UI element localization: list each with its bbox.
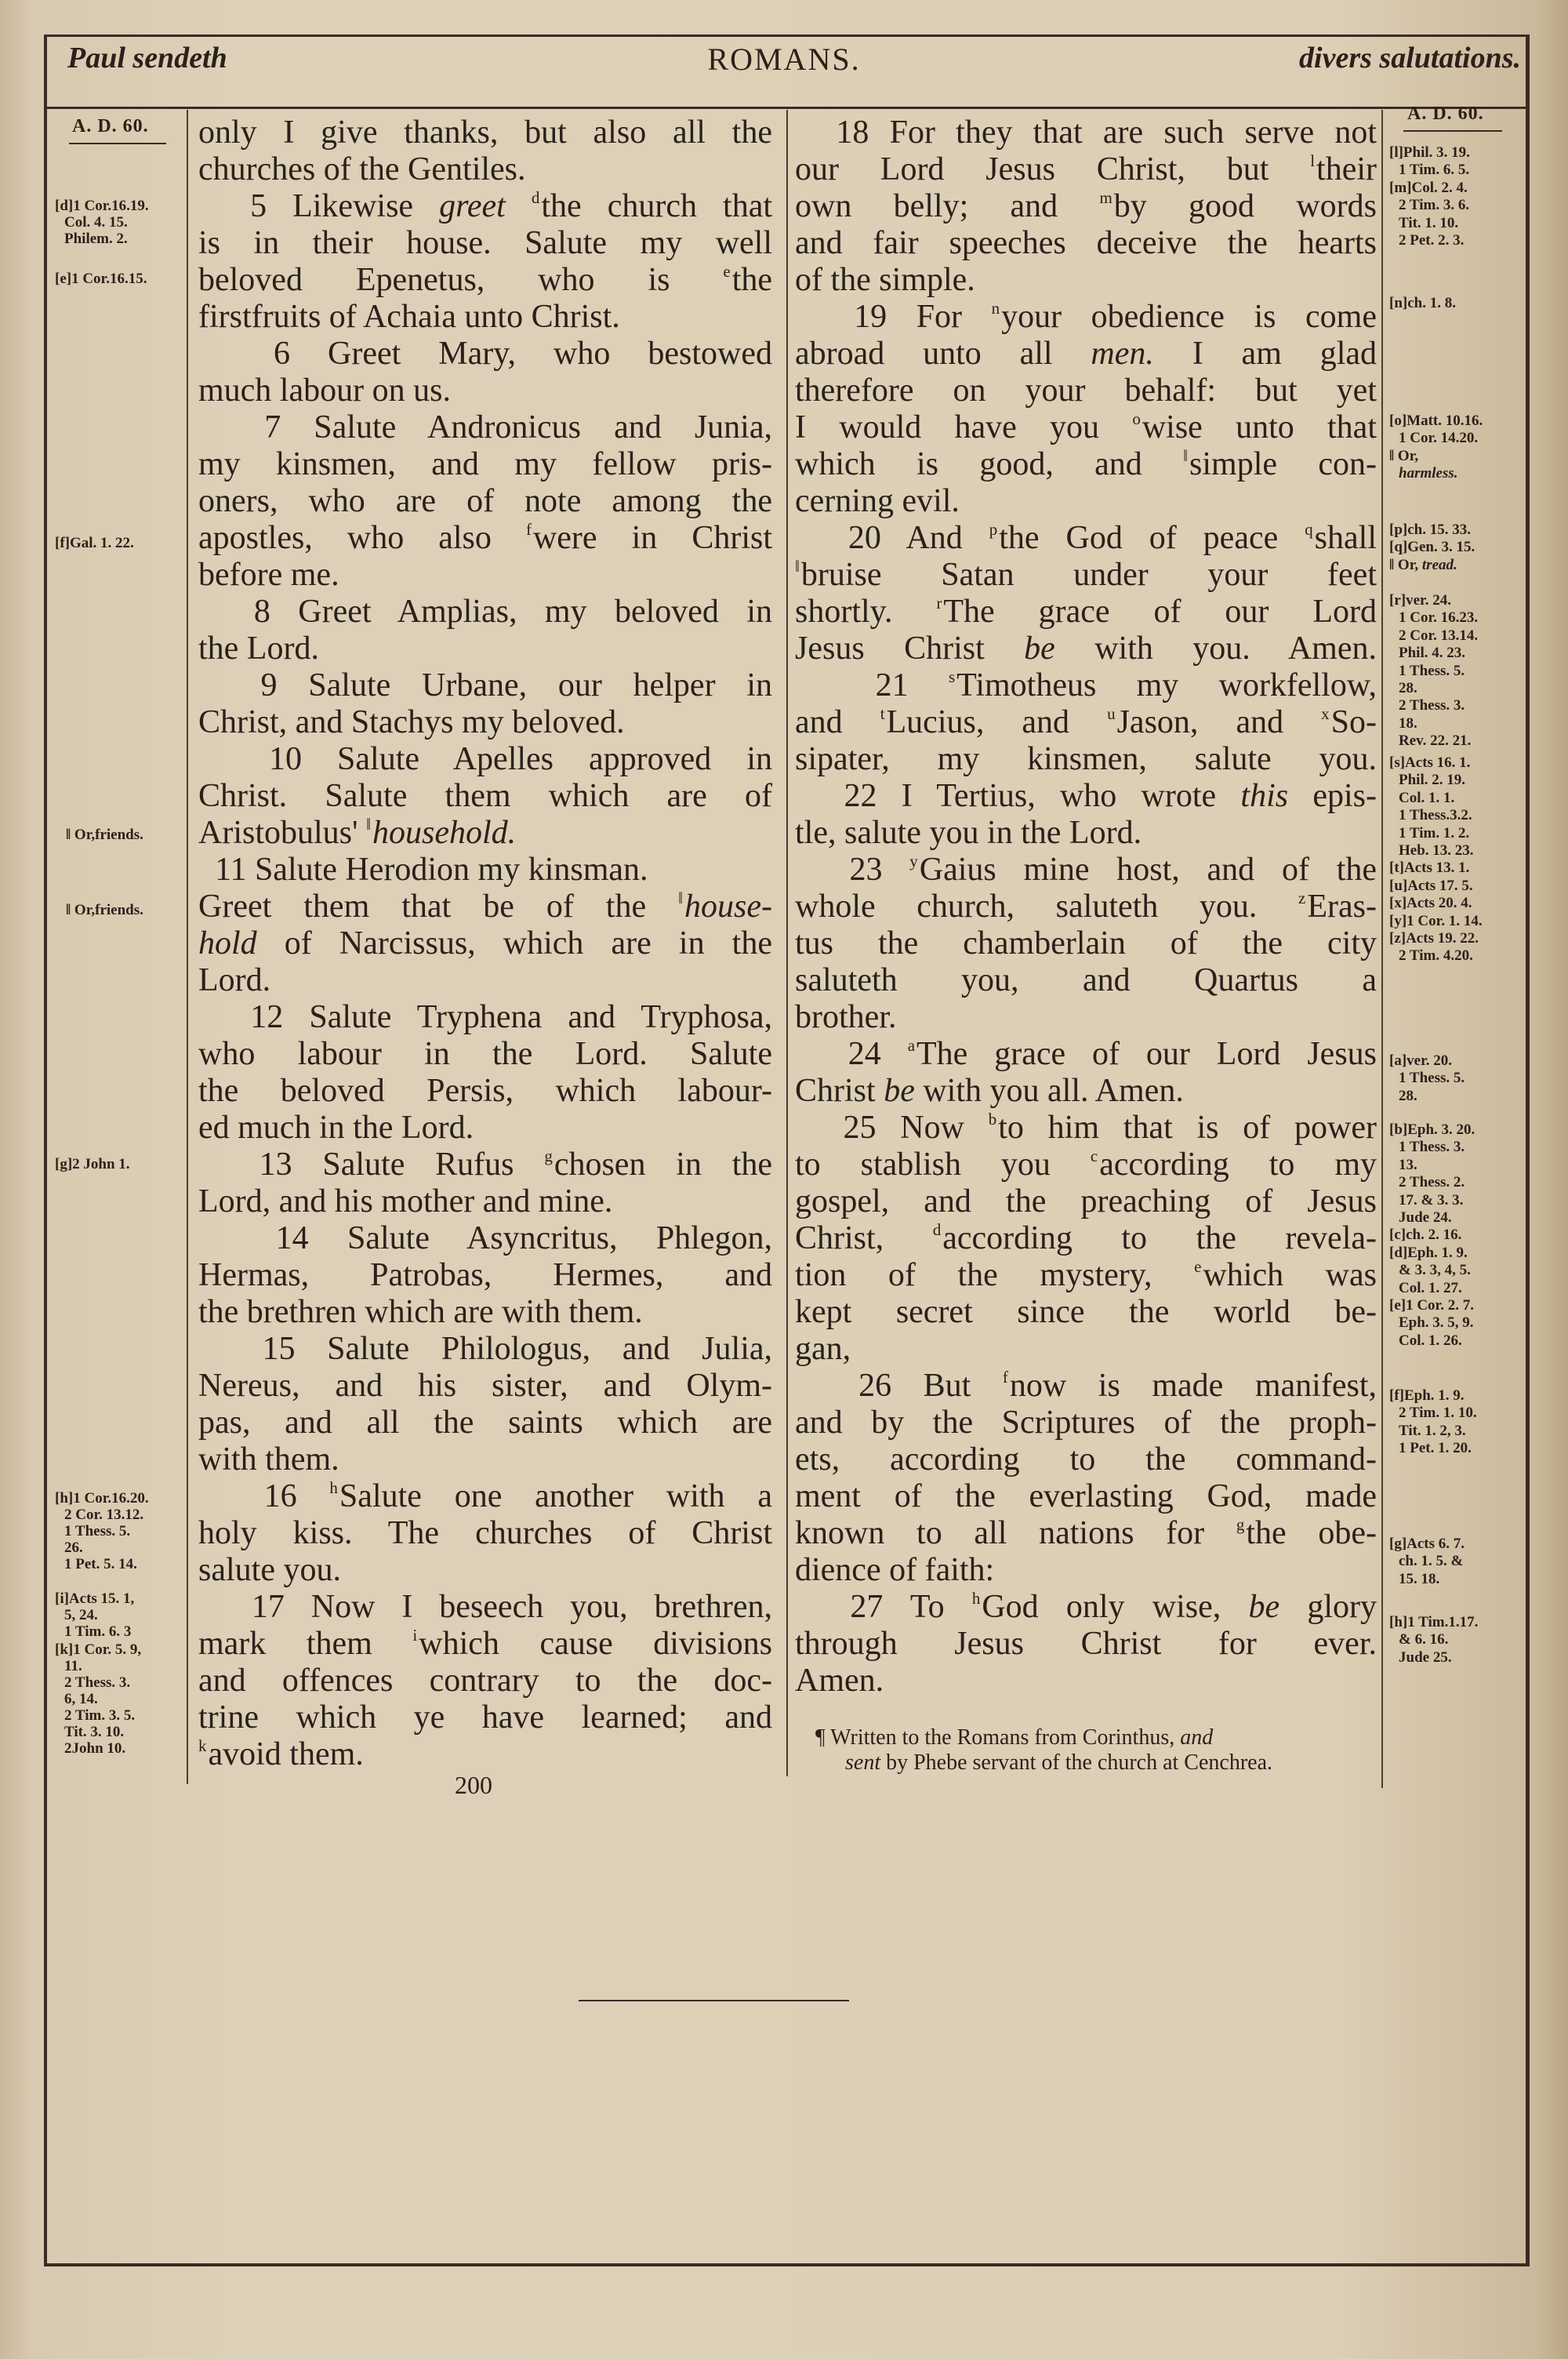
page-frame-top	[44, 35, 1530, 37]
reference-line: 1 Tim. 6. 5.	[1399, 162, 1470, 179]
margin-reference	[1389, 1614, 1478, 1667]
reference-line: [f]Eph. 1. 9.	[1389, 1387, 1465, 1404]
margin-note-alternative	[66, 827, 143, 843]
text-line: Christ be with you all. Amen.	[795, 1073, 1184, 1109]
text-line: beloved Epenetus, who is $^e$the	[198, 262, 772, 298]
text-line: oners, who are of note among the	[198, 483, 772, 519]
reference-line: [o]Matt. 10.16.	[1389, 413, 1483, 429]
text-line: 10 Salute Apelles approved in	[198, 741, 772, 777]
reference-line: 2 Tim. 3. 5.	[64, 1707, 136, 1724]
text-line: 21 $^s$Timotheus my workfellow,	[795, 667, 1377, 703]
text-line: and fair speeches deceive the hearts	[795, 225, 1377, 261]
text-line: saluteth you, and Quartus a	[795, 962, 1377, 998]
page-frame-right	[1526, 35, 1530, 2266]
page-frame-left	[44, 35, 47, 2266]
text-line: only I give thanks, but also all the	[198, 114, 772, 151]
era-rule-right	[1403, 130, 1502, 132]
text-line: the brethren which are with them.	[198, 1294, 643, 1330]
text-line: Jesus Christ be with you. Amen.	[795, 631, 1377, 667]
reference-line: [e]1 Cor. 2. 7.	[1389, 1297, 1474, 1314]
text-line: tus the chamberlain of the city	[795, 925, 1377, 961]
running-head-right: divers salutations.	[1299, 42, 1521, 75]
text-line: 5 Likewise greet $^d$the church that	[198, 188, 773, 224]
reference-line: 1 Tim. 6. 3	[64, 1623, 132, 1640]
subscription-line: ¶ Written to the Romans from Corinthus, and	[815, 1725, 1214, 1750]
reference-line: 2 Tim. 1. 10.	[1399, 1405, 1477, 1422]
text-line: apostles, who also $^f$were in Christ	[198, 520, 773, 556]
reference-line: [b]Eph. 3. 20.	[1389, 1121, 1475, 1138]
reference-line: [y]1 Cor. 1. 14.	[1389, 912, 1483, 929]
reference-line: [c]ch. 2. 16.	[1389, 1227, 1462, 1244]
text-line: 27 To $^h$God only wise, be glory	[795, 1589, 1377, 1625]
reference-line: 2 Thess. 3.	[64, 1674, 131, 1691]
reference-line: 2 Cor. 13.14.	[1399, 627, 1479, 644]
text-line: own belly; and $^m$by good words	[795, 188, 1377, 224]
text-line: the beloved Persis, which labour-	[198, 1073, 772, 1109]
reference-line: Tit. 1. 2, 3.	[1399, 1422, 1466, 1439]
text-line: 25 Now $^b$to him that is of power	[795, 1110, 1377, 1146]
margin-note-alternative	[66, 902, 143, 918]
text-line: 14 Salute Asyncritus, Phlegon,	[198, 1220, 772, 1256]
reference-line: Col. 4. 15.	[64, 214, 128, 231]
reference-line: 2John 10.	[64, 1740, 126, 1757]
text-line: firstfruits of Achaia unto Christ.	[198, 299, 620, 335]
text-line: with them.	[198, 1441, 339, 1478]
reference-line: 1 Pet. 5. 14.	[64, 1556, 137, 1572]
text-line: pas, and all the saints which are	[198, 1405, 772, 1441]
margin-reference	[1389, 295, 1456, 312]
text-line: gospel, and the preaching of Jesus	[795, 1183, 1377, 1219]
reference-line: 2 Thess. 2.	[1399, 1174, 1465, 1191]
reference-line: Phil. 2. 19.	[1399, 772, 1465, 789]
text-line: abroad unto all men. I am glad	[795, 336, 1377, 372]
text-line: 12 Salute Tryphena and Tryphosa,	[198, 999, 772, 1035]
text-line: Nereus, and his sister, and Olym-	[198, 1368, 772, 1404]
reference-line: [x]Acts 20. 4.	[1389, 895, 1472, 912]
reference-line: 1 Thess.3.2.	[1399, 807, 1472, 824]
reference-line: [d]1 Cor.16.19.	[55, 198, 149, 214]
reference-line: 18.	[1399, 714, 1417, 732]
header-rule	[47, 107, 1526, 109]
reference-line: Phil. 4. 23.	[1399, 645, 1465, 662]
text-line: Hermas, Patrobas, Hermes, and	[198, 1257, 772, 1293]
text-line: kept secret since the world be-	[795, 1294, 1377, 1330]
text-line: whole church, saluteth you. $^z$Eras-	[795, 889, 1377, 925]
reference-line: Col. 1. 26.	[1399, 1332, 1462, 1349]
reference-line: [d]Eph. 1. 9.	[1389, 1244, 1468, 1261]
text-line: hold of Narcissus, which are in the	[198, 925, 772, 961]
reference-line: Heb. 13. 23.	[1399, 842, 1474, 860]
text-line: 26 But $^f$now is made manifest,	[795, 1368, 1377, 1404]
reference-line: [q]Gen. 3. 15.	[1389, 539, 1475, 556]
text-line: 19 For $^n$your obedience is come	[795, 299, 1377, 335]
epistle-subscription	[815, 1725, 1372, 1776]
text-line: and offences contrary to the doc-	[198, 1663, 772, 1699]
text-line: salute you.	[198, 1552, 341, 1588]
text-line: who labour in the Lord. Salute	[198, 1036, 772, 1072]
reference-line: Philem. 2.	[64, 231, 128, 247]
margin-reference	[1389, 754, 1483, 965]
reference-line: Tit. 1. 10.	[1399, 214, 1459, 231]
page-number: 200	[455, 1771, 492, 1799]
text-line: 8 Greet Amplias, my beloved in	[198, 594, 772, 630]
text-line: churches of the Gentiles.	[198, 151, 526, 187]
reference-line: Rev. 22. 21.	[1399, 732, 1472, 750]
text-line: shortly. $^r$The grace of our Lord	[795, 594, 1377, 630]
text-line: Aristobulus' ‖household.	[198, 815, 517, 851]
reference-line: 11.	[64, 1658, 82, 1674]
reference-line: 2 Pet. 2. 3.	[1399, 232, 1465, 249]
era-label-right: A. D. 60.	[1407, 104, 1484, 124]
text-line: $^k$avoid them.	[198, 1736, 364, 1772]
margin-reference	[55, 271, 147, 287]
reference-line: [r]ver. 24.	[1389, 592, 1451, 609]
text-line: to stablish you $^c$according to my	[795, 1147, 1377, 1183]
reference-line: [h]1 Tim.1.17.	[1389, 1614, 1479, 1630]
text-line: ‖bruise Satan under your feet	[795, 557, 1377, 593]
page-frame-bottom	[44, 2263, 1530, 2266]
margin-reference	[1389, 1387, 1477, 1458]
text-line: 9 Salute Urbane, our helper in	[198, 667, 772, 703]
running-head-left: Paul sendeth	[67, 42, 227, 75]
text-line: Amen.	[795, 1663, 884, 1699]
text-line: ets, according to the command-	[795, 1441, 1377, 1478]
reference-line: ‖ Or,friends.	[66, 827, 143, 843]
text-line: 23 $^y$Gaius mine host, and of the	[795, 852, 1377, 888]
margin-reference	[1389, 522, 1475, 574]
reference-line: Jude 24.	[1399, 1209, 1452, 1227]
margin-reference	[1389, 144, 1470, 249]
reference-line: 1 Thess. 3.	[1399, 1139, 1465, 1156]
subscription-line: sent by Phebe servant of the church at Cenchrea.	[845, 1750, 1273, 1775]
text-line: 24 $^a$The grace of our Lord Jesus	[795, 1036, 1377, 1072]
reference-line: 1 Cor. 16.23.	[1399, 609, 1479, 627]
reference-line: [i]Acts 15. 1,	[55, 1590, 135, 1607]
margin-reference	[55, 1590, 134, 1640]
text-line: Christ, $^d$according to the revela-	[795, 1220, 1377, 1256]
reference-line: ‖ Or,friends.	[66, 902, 143, 918]
text-line: through Jesus Christ for ever.	[795, 1626, 1377, 1662]
margin-reference	[55, 1156, 130, 1172]
text-line: 13 Salute Rufus $^g$chosen in the	[198, 1147, 773, 1183]
text-line: holy kiss. The churches of Christ	[198, 1515, 772, 1551]
reference-line: [f]Gal. 1. 22.	[55, 535, 134, 551]
text-line: of the simple.	[795, 262, 975, 298]
text-line: 22 I Tertius, who wrote this epis-	[795, 778, 1377, 814]
column-rule-right	[1381, 110, 1383, 1788]
text-line: and $^t$Lucius, and $^u$Jason, and $^x$So-	[795, 704, 1377, 740]
reference-line: 2 Tim. 4.20.	[1399, 947, 1473, 965]
text-line: ed much in the Lord.	[198, 1110, 474, 1146]
margin-reference	[55, 1490, 149, 1572]
margin-reference	[1389, 413, 1483, 483]
text-line: ment of the everlasting God, made	[795, 1478, 1377, 1514]
text-line: 15 Salute Philologus, and Julia,	[198, 1331, 772, 1367]
reference-line: 17. & 3. 3.	[1399, 1191, 1464, 1209]
reference-line: [g]Acts 6. 7.	[1389, 1536, 1465, 1552]
text-line: Christ. Salute them which are of	[198, 778, 772, 814]
reference-line: [m]Col. 2. 4.	[1389, 179, 1468, 196]
reference-line: 26.	[64, 1539, 83, 1556]
text-line: known to all nations for $^g$the obe-	[795, 1515, 1377, 1551]
reference-line: [l]Phil. 3. 19.	[1389, 144, 1470, 161]
text-line: 17 Now I beseech you, brethren,	[198, 1589, 772, 1625]
column-rule-middle	[786, 110, 788, 1776]
reference-line: ‖ Or, tread.	[1389, 556, 1457, 573]
reference-line: 2 Cor. 13.12.	[64, 1507, 144, 1523]
reference-line: [a]ver. 20.	[1389, 1052, 1453, 1069]
text-line: and by the Scriptures of the proph-	[795, 1405, 1377, 1441]
text-line: the Lord.	[198, 631, 319, 667]
reference-line: [e]1 Cor.16.15.	[55, 271, 147, 287]
reference-line: [k]1 Cor. 5. 9,	[55, 1641, 142, 1658]
text-line: trine which ye have learned; and	[198, 1699, 772, 1736]
text-line: much labour on us.	[198, 373, 451, 409]
text-line: gan,	[795, 1331, 851, 1367]
text-line: tle, salute you in the Lord.	[795, 815, 1142, 851]
reference-line: Eph. 3. 5, 9.	[1399, 1314, 1474, 1332]
era-label-left: A. D. 60.	[72, 116, 149, 136]
reference-line: 5, 24.	[64, 1607, 98, 1623]
book-title: ROMANS.	[707, 42, 861, 77]
reference-line: & 6. 16.	[1399, 1631, 1449, 1648]
reference-line: ‖ Or,	[1389, 447, 1419, 464]
text-line: mark them $^i$which cause divisions	[198, 1626, 773, 1662]
text-line: Greet them that be of the ‖house-	[198, 889, 772, 925]
text-line: therefore on your behalf: but yet	[795, 373, 1377, 409]
text-line: cerning evil.	[795, 483, 960, 519]
reference-line: & 3. 3, 4, 5.	[1399, 1262, 1471, 1279]
bottom-rule	[579, 2000, 849, 2001]
margin-reference	[1389, 592, 1478, 751]
text-line: 20 And $^p$the God of peace $^q$shall	[795, 520, 1377, 556]
text-line: which is good, and ‖simple con-	[795, 446, 1377, 482]
text-line: is in their house. Salute my well	[198, 225, 772, 261]
reference-line: 15. 18.	[1399, 1570, 1440, 1587]
text-column-left	[198, 114, 772, 1773]
reference-line: 1 Thess. 5.	[64, 1523, 131, 1539]
text-line: our Lord Jesus Christ, but $^l$their	[795, 151, 1377, 187]
reference-line: [u]Acts 17. 5.	[1389, 877, 1473, 894]
reference-line: 1 Cor. 14.20.	[1399, 430, 1479, 447]
reference-line: [n]ch. 1. 8.	[1389, 295, 1456, 311]
text-line: Lord, and his mother and mine.	[198, 1183, 613, 1219]
margin-reference	[1389, 1121, 1475, 1350]
text-line: brother.	[795, 999, 897, 1035]
text-line: 7 Salute Andronicus and Junia,	[198, 409, 772, 445]
text-line: 11 Salute Herodion my kinsman.	[198, 852, 648, 888]
text-line: 16 $^h$Salute one another with a	[198, 1478, 773, 1514]
margin-reference	[55, 1641, 141, 1757]
margin-reference	[1389, 1536, 1465, 1588]
reference-line: 1 Thess. 5.	[1399, 1070, 1465, 1087]
reference-line: [s]Acts 16. 1.	[1389, 754, 1471, 771]
reference-line: 13.	[1399, 1156, 1417, 1173]
reference-line: Col. 1. 27.	[1399, 1279, 1462, 1296]
text-line: 18 For they that are such serve not	[795, 114, 1377, 151]
reference-line: 6, 14.	[64, 1691, 98, 1707]
reference-line: 1 Thess. 5.	[1399, 662, 1465, 679]
text-line: Christ, and Stachys my beloved.	[198, 704, 625, 740]
reference-line: 28.	[1399, 680, 1417, 697]
text-line: before me.	[198, 557, 339, 593]
margin-reference	[1389, 1052, 1465, 1105]
margin-reference	[55, 535, 134, 551]
text-line: dience of faith:	[795, 1552, 995, 1588]
text-line: Lord.	[198, 962, 271, 998]
reference-line: Tit. 3. 10.	[64, 1724, 125, 1740]
reference-line: harmless.	[1399, 465, 1458, 482]
column-rule-left	[187, 110, 188, 1784]
reference-line: [h]1 Cor.16.20.	[55, 1490, 149, 1507]
text-line: I would have you $^o$wise unto that	[795, 409, 1377, 445]
reference-line: [p]ch. 15. 33.	[1389, 522, 1471, 538]
text-line: sipater, my kinsmen, salute you.	[795, 741, 1377, 777]
reference-line: 2 Thess. 3.	[1399, 697, 1465, 714]
reference-line: 2 Tim. 3. 6.	[1399, 197, 1470, 214]
reference-line: Jude 25.	[1399, 1648, 1452, 1666]
reference-line: ch. 1. 5. &	[1399, 1553, 1464, 1570]
reference-line: Col. 1. 1.	[1399, 789, 1455, 806]
reference-line: 28.	[1399, 1087, 1417, 1104]
era-rule-left	[69, 143, 166, 144]
reference-line: [g]2 John 1.	[55, 1156, 130, 1172]
text-line: tion of the mystery, $^e$which was	[795, 1257, 1377, 1293]
margin-reference	[55, 198, 149, 247]
reference-line: 1 Pet. 1. 20.	[1399, 1440, 1472, 1457]
reference-line: 1 Tim. 1. 2.	[1399, 824, 1470, 841]
text-line: my kinsmen, and my fellow pris-	[198, 446, 772, 482]
text-column-right	[795, 114, 1377, 1699]
reference-line: [t]Acts 13. 1.	[1389, 860, 1470, 877]
text-line: 6 Greet Mary, who bestowed	[198, 336, 772, 372]
reference-line: [z]Acts 19. 22.	[1389, 930, 1479, 947]
